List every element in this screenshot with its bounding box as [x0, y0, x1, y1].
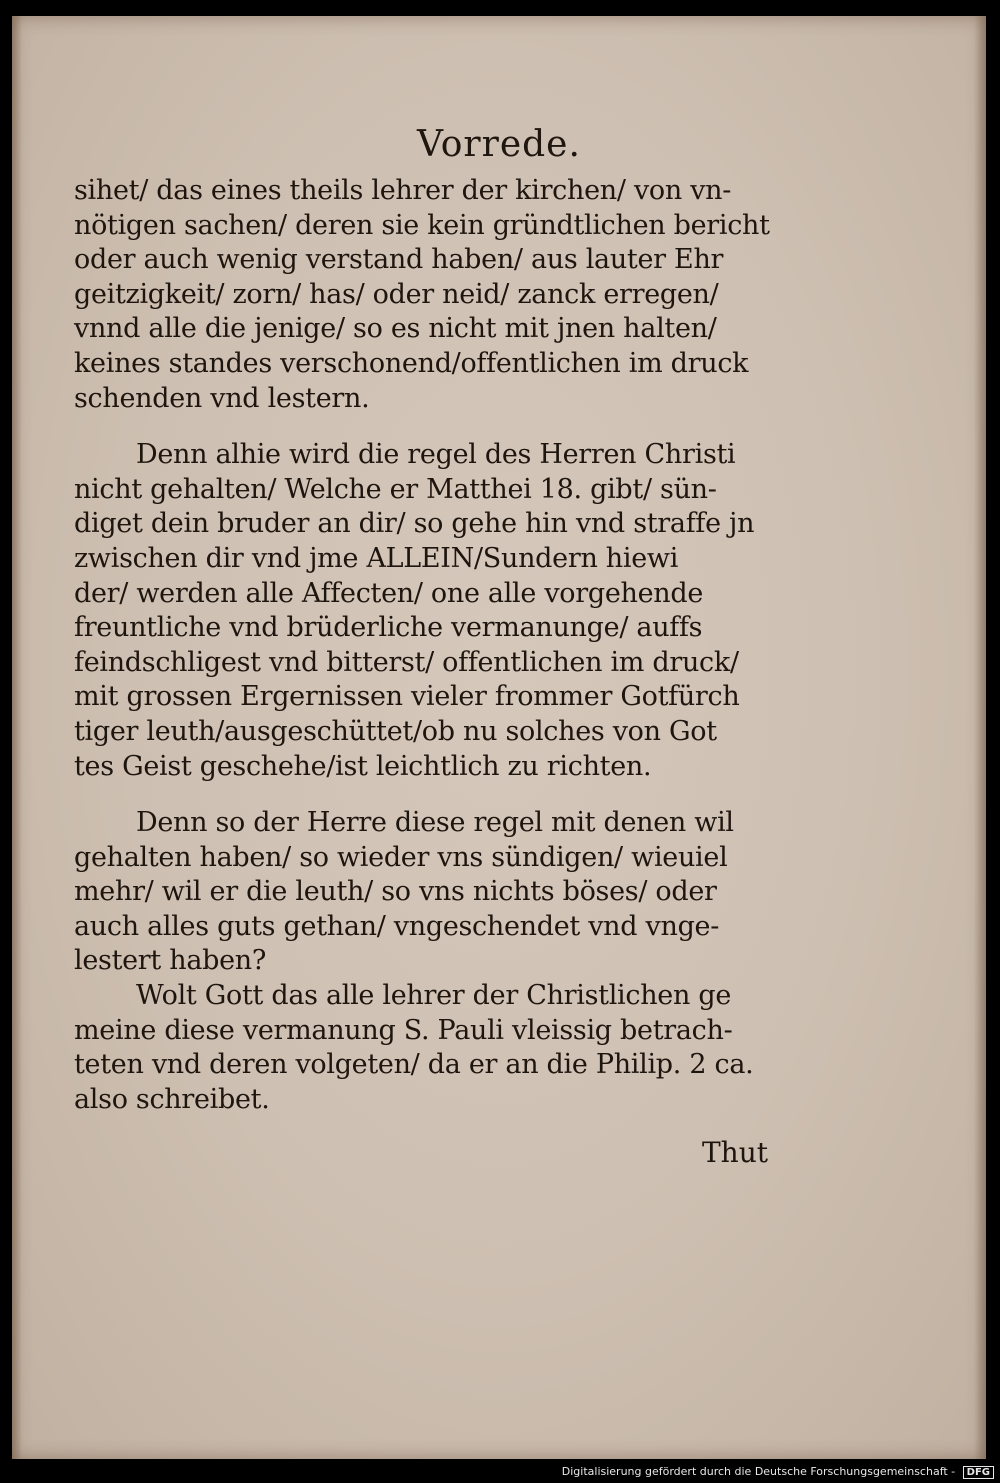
text-line: nicht gehalten/ Welche er Matthei 18. gibt/ sün- — [74, 473, 717, 505]
text-line: also schreibet. — [74, 1083, 270, 1115]
paragraph-4 — [74, 979, 794, 1117]
catchword: Thut — [702, 1136, 768, 1169]
text-line: geitzigkeit/ zorn/ has/ oder neid/ zanck erregen/ — [74, 278, 719, 310]
dfg-logo-icon: DFG — [963, 1466, 994, 1479]
text-line: lestert haben? — [74, 945, 267, 977]
text-line: Wolt Gott das alle lehrer der Christlichen ge — [136, 980, 732, 1012]
paragraph-1 — [74, 174, 794, 416]
text-line: vnnd alle die jenige/ so es nicht mit jnen halten/ — [74, 313, 717, 345]
text-line: freuntliche vnd brüderliche vermanunge/ auffs — [74, 612, 703, 644]
text-line: mehr/ wil er die leuth/ so vns nichts böses/ oder — [74, 876, 717, 908]
text-line: der/ werden alle Affecten/ one alle vorgehende — [74, 577, 704, 609]
text-line: mit grossen Ergernissen vieler frommer Gotfürch — [74, 681, 740, 713]
page-edge-shadow — [974, 16, 986, 1459]
credit-text: Digitalisierung gefördert durch die Deutsche Forschungsgemeinschaft - — [561, 1465, 956, 1478]
text-line: oder auch wenig verstand haben/ aus lauter Ehr — [74, 244, 724, 276]
text-line: tiger leuth/ausgeschüttet/ob nu solches von Got — [74, 715, 717, 747]
text-line: keines standes verschonend/offentlichen im druck — [74, 347, 749, 379]
paragraph-2 — [74, 438, 794, 784]
text-line: gehalten haben/ so wieder vns sündigen/ wieuiel — [74, 841, 728, 873]
text-line: sihet/ das eines theils lehrer der kirchen/ von vn- — [74, 175, 732, 206]
text-line: zwischen dir vnd jme ALLEIN/Sundern hiewi — [74, 542, 679, 574]
paragraph-3 — [74, 806, 794, 979]
text-line: nötigen sachen/ deren sie kein gründtlichen bericht — [74, 209, 770, 241]
digitization-credit — [562, 1465, 994, 1479]
text-line: Denn alhie wird die regel des Herren Christi — [136, 439, 736, 471]
text-line: Denn so der Herre diese regel mit denen wil — [136, 807, 734, 839]
text-line: schenden vnd lestern. — [74, 382, 370, 414]
text-line: diget dein bruder an dir/ so gehe hin vnd straffe jn — [74, 508, 755, 540]
text-line: meine diese vermanung S. Pauli vleissig betrach- — [74, 1014, 733, 1046]
page-edge-shadow — [12, 16, 22, 1459]
text-line: tes Geist geschehe/ist leichtlich zu richten. — [74, 750, 652, 782]
running-header: Vorrede. — [417, 124, 581, 165]
text-line: auch alles guts gethan/ vngeschendet vnd vnge- — [74, 910, 720, 942]
text-line: teten vnd deren volgeten/ da er an die Philip. 2 ca. — [74, 1049, 754, 1081]
scanned-page — [12, 16, 986, 1459]
page-body — [74, 174, 794, 1117]
text-line: feindschligest vnd bitterst/ offentlichen im druck/ — [74, 646, 739, 678]
